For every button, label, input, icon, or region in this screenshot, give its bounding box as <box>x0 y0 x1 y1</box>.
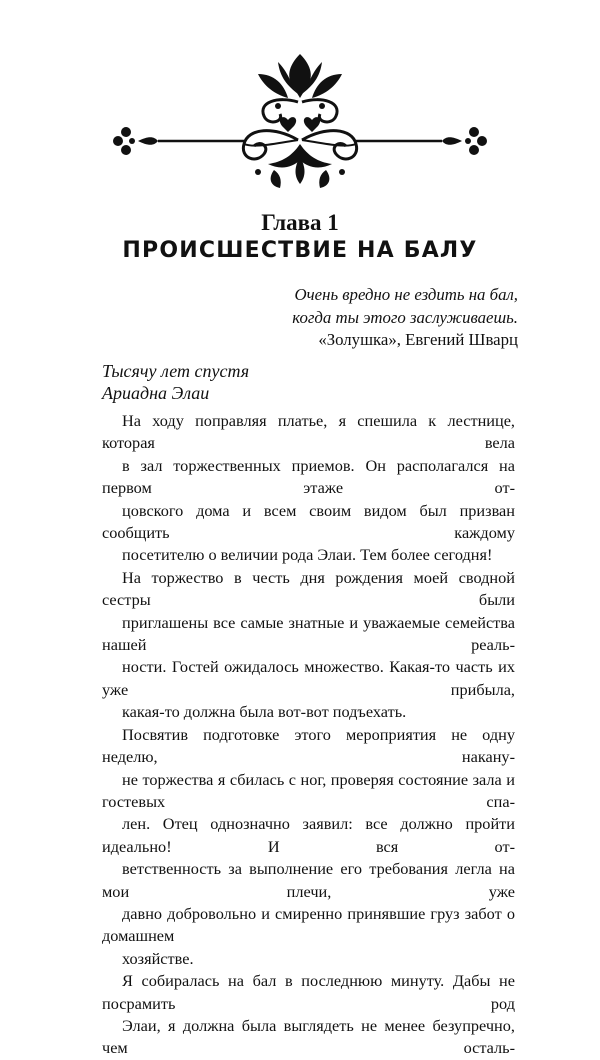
chapter-title: ПРОИСШЕСТВИЕ НА БАЛУ <box>122 238 478 263</box>
text-line: Посвятив подготовке этого мероприятия не одну неделю, накану- <box>102 724 515 767</box>
text-line: какая-то должна была вот-вот подъехать. <box>122 702 407 722</box>
text-line: цовского дома и всем своим видом был призван сообщить каждому <box>102 500 515 543</box>
paragraph <box>102 410 515 567</box>
scene-time: Тысячу лет спустя <box>102 361 250 381</box>
paragraph <box>102 970 515 1060</box>
paragraph <box>102 724 515 970</box>
text-line: в зал торжественных приемов. Он располагался на первом этаже от- <box>102 455 515 498</box>
body-text <box>102 410 515 1060</box>
epigraph-source: «Золушка», Евгений Шварц <box>318 330 518 349</box>
ornament-flourish-icon <box>98 44 502 194</box>
chapter-number: Глава 1 <box>261 210 339 235</box>
text-line: Я собиралась на бал в последнюю минуту. Дабы не посрамить род <box>102 971 515 1013</box>
epigraph-line: когда ты этого заслуживаешь. <box>292 307 518 327</box>
paragraph <box>102 567 515 724</box>
text-line: давно добровольно и смиренно принявшие груз забот о домашнем <box>102 903 515 946</box>
text-line: хозяйстве. <box>122 948 194 968</box>
epigraph <box>292 284 518 352</box>
text-line: лен. Отец однозначно заявил: все должно пройти идеально! И вся от- <box>102 814 515 856</box>
text-line: посетителю о величии рода Элаи. Тем более сегодня! <box>122 545 493 565</box>
scene-heading <box>102 360 249 404</box>
epigraph-line: Очень вредно не ездить на бал, <box>294 285 518 304</box>
text-line: На ходу поправляя платье, я спешила к лестнице, которая вела <box>102 411 515 453</box>
text-line: приглашены все самые знатные и уважаемые семейства нашей реаль- <box>102 612 515 655</box>
text-line: На торжество в честь дня рождения моей сводной сестры были <box>102 567 515 610</box>
text-line: ветственность за выполнение его требования легла на мои плечи, уже <box>102 859 515 901</box>
scene-narrator: Ариадна Элаи <box>102 383 210 403</box>
text-line: ности. Гостей ожидалось множество. Какая-то часть их уже прибыла, <box>102 657 515 699</box>
text-line: Элаи, я должна была выглядеть не менее безупречно, чем осталь- <box>102 1015 515 1058</box>
text-line: не торжества я сбилась с ног, проверяя состояние зала и гостевых спа- <box>102 769 515 811</box>
